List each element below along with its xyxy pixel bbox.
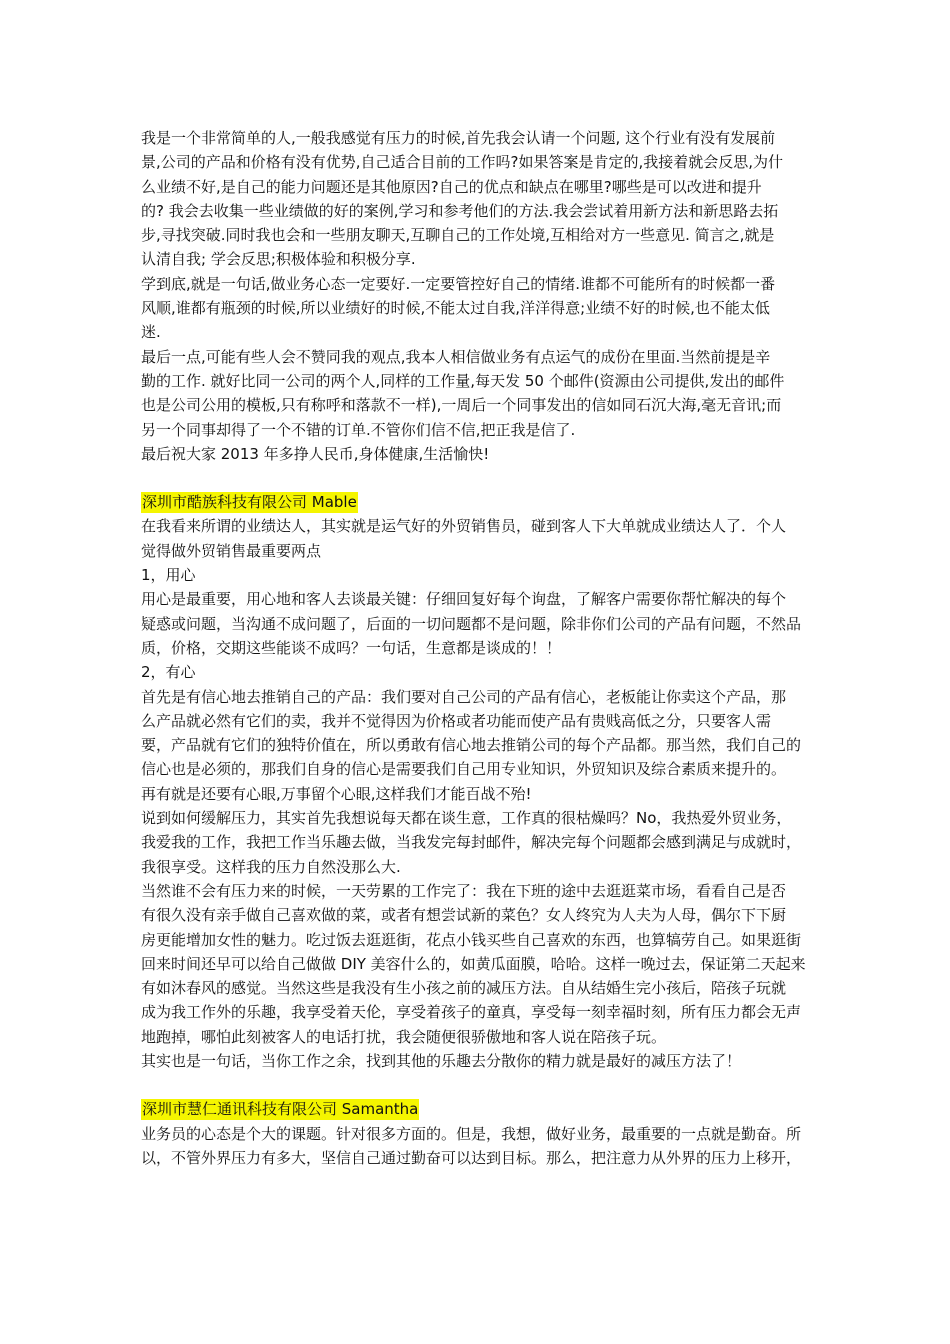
section-gap [141, 466, 825, 490]
text-line: 2，有心 [141, 663, 196, 682]
text-line: 我很享受。这样我的压力自然没那么大. [141, 857, 401, 876]
text-line: 质，价格，交期这些能谈不成吗？一句话，生意都是谈成的！！ [141, 638, 562, 657]
company-heading-2 [141, 1097, 825, 1121]
text-line: 成为我工作外的乐趣，我享受着天伦，享受着孩子的童真，享受每一刻幸福时刻，所有压力都会无声 [141, 1003, 802, 1022]
company-heading-1 [141, 490, 825, 514]
text-line: 勤的工作. 就好比同一公司的两个人,同样的工作量,每天发 50 个邮件(资源由公司提供,发出的邮件 [141, 371, 785, 390]
section-gap [141, 1073, 825, 1097]
text-line: 当然谁不会有压力来的时候，一天劳累的工作完了：我在下班的途中去逛逛菜市场，看看自己是否 [141, 881, 787, 900]
text-line: 也是公司公用的模板,只有称呼和落款不一样),一周后一个同事发出的信如同石沉大海,毫无音讯;而 [141, 396, 782, 415]
text-line: 的? 我会去收集一些业绩做的好的案例,学习和参考他们的方法.我会尝试着用新方法和新思路去拓 [141, 201, 779, 220]
text-line: 步,寻找突破.同时我也会和一些朋友聊天,互聊自己的工作处境,互相给对方一些意见. 简言之,就是 [141, 226, 775, 245]
text-line: 最后祝大家 2013 年多挣人民币,身体健康,生活愉快! [141, 444, 490, 463]
company-name-highlight: 深圳市慧仁通讯科技有限公司 Samantha [142, 1100, 419, 1119]
text-line: 要，产品就有它们的独特价值在，所以勇敢有信心地去推销公司的每个产品都。那当然，我们自己的 [141, 736, 802, 755]
text-line: 地跑掉，哪怕此刻被客人的电话打扰，我会随便很骄傲地和客人说在陪孩子玩。 [141, 1027, 667, 1046]
text-line: 其实也是一句话，当你工作之余，找到其他的乐趣去分散你的精力就是最好的减压方法了！ [141, 1051, 742, 1070]
text-line: 我是一个非常简单的人,一般我感觉有压力的时候,首先我会认请一个问题, 这个行业有没有发展前 [141, 129, 776, 147]
text-line: 有如沐春风的感觉。当然这些是我没有生小孩之前的减压方法。自从结婚生完小孩后，陪孩子玩就 [141, 979, 787, 998]
section-1 [141, 126, 825, 466]
text-line: 1，用心 [141, 566, 196, 585]
text-line: 最后一点,可能有些人会不赞同我的观点,我本人相信做业务有点运气的成份在里面.当然前提是辛 [141, 347, 771, 366]
text-line: 认清自我; 学会反思;积极体验和积极分享. [141, 250, 416, 269]
text-line: 在我看来所谓的业绩达人，其实就是运气好的外贸销售员，碰到客人下大单就成业绩达人了．个人 [141, 517, 787, 536]
section-2 [141, 514, 825, 1073]
text-line: 信心也是必须的，那我们自身的信心是需要我们自己用专业知识，外贸知识及综合素质来提升的。 [141, 760, 787, 779]
text-line: 用心是最重要，用心地和客人去谈最关键：仔细回复好每个询盘，了解客户需要你帮忙解决的每个 [141, 590, 787, 609]
text-line: 说到如何缓解压力，其实首先我想说每天都在谈生意，工作真的很枯燥吗？No，我热爱外贸业务， [141, 809, 792, 828]
text-line: 回来时间还早可以给自己做做 DIY 美容什么的，如黄瓜面膜，哈哈。这样一晚过去，保证第二天起来 [141, 954, 806, 973]
text-line: 有很久没有亲手做自己喜欢做的菜，或者有想尝试新的菜色？女人终究为人夫为人母，偶尔下下厨 [141, 906, 787, 925]
text-line: 以，不管外界压力有多大，坚信自己通过勤奋可以达到目标。那么，把注意力从外界的压力上移开， [141, 1148, 802, 1167]
text-line: 迷. [141, 323, 161, 342]
text-line: 另一个同事却得了一个不错的订单.不管你们信不信,把正我是信了. [141, 420, 576, 439]
text-line: 么产品就必然有它们的卖，我并不觉得因为价格或者功能而使产品有贵贱高低之分，只要客人需 [141, 711, 772, 730]
section-3 [141, 1122, 825, 1171]
text-line: 么业绩不好,是自己的能力问题还是其他原因?自己的优点和缺点在哪里?哪些是可以改进和提升 [141, 177, 762, 196]
text-line: 学到底,就是一句话,做业务心态一定要好.一定要管控好自己的情绪.谁都不可能所有的时候都一番 [141, 274, 776, 293]
text-line: 我爱我的工作，我把工作当乐趣去做，当我发完每封邮件，解决完每个问题都会感到满足与成就时， [141, 833, 802, 852]
text-line: 风顺,谁都有瓶颈的时候,所以业绩好的时候,不能太过自我,洋洋得意;业绩不好的时候,也不能太低 [141, 299, 770, 318]
text-line: 房更能增加女性的魅力。吃过饭去逛逛街，花点小钱买些自己喜欢的东西，也算犒劳自己。如果逛街 [141, 930, 802, 949]
text-line: 业务员的心态是个大的课题。针对很多方面的。但是，我想，做好业务，最重要的一点就是勤奋。所 [141, 1124, 802, 1143]
text-line: 首先是有信心地去推销自己的产品：我们要对自己公司的产品有信心，老板能让你卖这个产品，那 [141, 687, 787, 706]
text-line: 再有就是还要有心眼,万事留个心眼,这样我们才能百战不殆! [141, 784, 532, 803]
text-line: 景,公司的产品和价格有没有优势,自己适合目前的工作吗?如果答案是肯定的,我接着就会反思,为什 [141, 153, 784, 172]
text-line: 疑惑或问题，当沟通不成问题了，后面的一切问题都不是问题，除非你们公司的产品有问题，不然品 [141, 614, 802, 633]
document-body [141, 126, 825, 1170]
company-name-highlight: 深圳市酷族科技有限公司 Mable [142, 493, 357, 512]
text-line: 觉得做外贸销售最重要两点 [141, 541, 322, 560]
